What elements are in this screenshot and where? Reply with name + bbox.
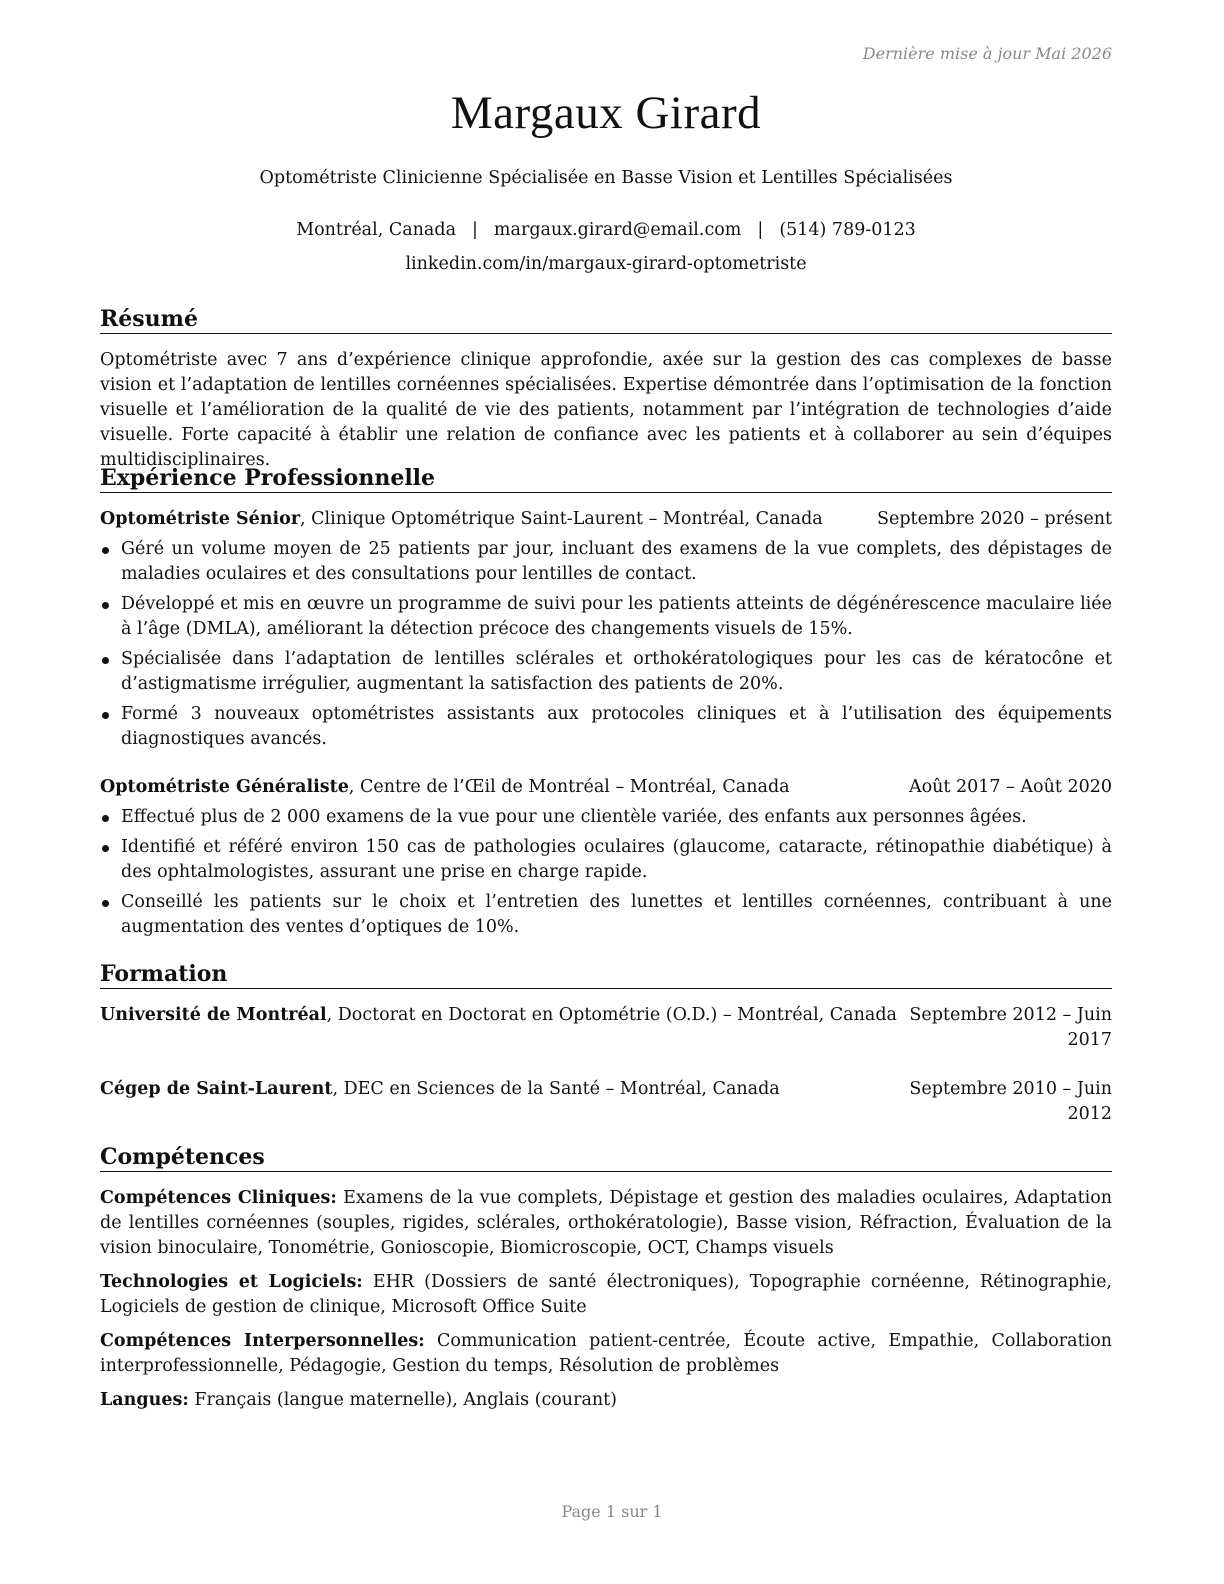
job-bullets [100, 805, 1112, 945]
page-number: Page 1 sur 1 [561, 1502, 663, 1521]
education-dates: Septembre 2012 – Juin 2017 [909, 1005, 1112, 1050]
job-header [100, 775, 1112, 800]
education-entry [100, 1003, 1112, 1050]
section-title-summary: Résumé [100, 306, 1112, 334]
job-dates: Septembre 2020 – présent [877, 509, 1112, 529]
bullet-icon [102, 602, 109, 609]
skill-label: Technologies et Logiciels: [100, 1272, 363, 1292]
school-name: Université de Montréal [100, 1005, 327, 1025]
phone: (514) 789-0123 [779, 220, 916, 240]
linkedin-link[interactable]: linkedin.com/in/margaux-girard-optometriste [405, 254, 807, 274]
bullet-icon [102, 900, 109, 907]
bullet-icon [102, 657, 109, 664]
tagline: Optométriste Clinicienne Spécialisée en Basse Vision et Lentilles Spécialisées [259, 168, 953, 188]
degree: , Doctorat en Doctorat en Optométrie (O.D.) – Montréal, Canada [326, 1005, 897, 1025]
list-item [100, 537, 1112, 587]
school-name: Cégep de Saint-Laurent [100, 1079, 333, 1099]
list-item [100, 805, 1112, 830]
location: Montréal, Canada [296, 220, 457, 240]
bullet-text: Développé et mis en œuvre un programme de suivi pour les patients atteints de dégénérescence maculaire liée à l’âge (DMLA), améliorant la détection précoce des changements visuels de 15%. [121, 594, 1112, 639]
bullet-text: Effectué plus de 2 000 examens de la vue pour une clientèle variée, des enfants aux personnes âgées. [121, 807, 1027, 827]
skill-text: Français (langue maternelle), Anglais (courant) [188, 1390, 618, 1410]
bullet-icon [102, 845, 109, 852]
education-dates: Septembre 2010 – Juin 2012 [909, 1079, 1112, 1124]
candidate-name: Margaux Girard [450, 87, 762, 139]
skill-group [100, 1388, 1112, 1413]
bullet-icon [102, 547, 109, 554]
job-dates: Août 2017 – Août 2020 [908, 777, 1112, 797]
bullet-icon [102, 712, 109, 719]
skill-text: Communication patient-centrée, Écoute active, Empathie, Collaboration interprofessionnelle, Pédagogie, Gestion du temps, Résolution de problèmes [100, 1331, 1113, 1376]
job-role: Optométriste Généraliste [100, 777, 349, 797]
bullet-text: Identifié et référé environ 150 cas de pathologies oculaires (glaucome, cataracte, rétinopathie diabétique) à des ophtalmologistes, assurant une prise en charge rapide. [121, 837, 1112, 882]
bullet-icon [102, 815, 109, 822]
email-link[interactable]: margaux.girard@email.com [493, 220, 742, 240]
job-bullets [100, 537, 1112, 757]
bullet-text: Conseillé les patients sur le choix et l’entretien des lunettes et lentilles cornéennes, contribuant à une augmentation des ventes d’optiques de 10%. [121, 892, 1112, 937]
job-role: Optométriste Sénior [100, 509, 301, 529]
list-item [100, 835, 1112, 885]
skill-label: Compétences Cliniques: [100, 1188, 337, 1208]
list-item [100, 592, 1112, 642]
job-org: , Centre de l’Œil de Montréal – Montréal, Canada [348, 777, 790, 797]
job-header [100, 507, 1112, 532]
degree: , DEC en Sciences de la Santé – Montréal, Canada [332, 1079, 780, 1099]
separator: | [472, 220, 478, 240]
skill-text: EHR (Dossiers de santé électroniques), Topographie cornéenne, Rétinographie, Logiciels de gestion de clinique, Microsoft Office Suite [100, 1272, 1112, 1317]
section-title-experience: Expérience Professionnelle [100, 465, 1112, 493]
skill-text: Examens de la vue complets, Dépistage et gestion des maladies oculaires, Adaptation de lentilles cornéennes (souples, rigides, sclérales, orthokératologie), Basse vision, Réfraction, Évaluation de la vision binoculaire, Tonométrie, Gonioscopie, Biomicroscopie, OCT, Champs visuels [100, 1188, 1113, 1258]
bullet-text: Géré un volume moyen de 25 patients par jour, incluant des examens de la vue complets, des dépistages de maladies oculaires et des consultations pour lentilles de contact. [121, 539, 1112, 584]
skill-group [100, 1270, 1112, 1320]
bullet-text: Formé 3 nouveaux optométristes assistants aux protocoles cliniques et à l’utilisation des équipements diagnostiques avancés. [121, 704, 1112, 749]
skill-group [100, 1329, 1112, 1379]
summary-text: Optométriste avec 7 ans d’expérience clinique approfondie, axée sur la gestion des cas complexes de basse vision et l’adaptation de lentilles cornéennes spécialisées. Expertise démontrée dans l’optimisation de la fonction visuelle et l’amélioration de la qualité de vie des patients, notamment par l’intégration de technologies d’aide visuelle. Forte capacité à établir une relation de confiance avec les patients et à collaborer au sein d’équipes multidisciplinaires. [100, 350, 1112, 470]
separator: | [757, 220, 764, 240]
education-entry [100, 1077, 1112, 1124]
last-updated: Dernière mise à jour Mai 2026 [862, 44, 1112, 63]
skill-group [100, 1186, 1112, 1261]
skill-label: Langues: [100, 1390, 189, 1410]
job-org: , Clinique Optométrique Saint-Laurent – Montréal, Canada [300, 509, 823, 529]
section-title-skills: Compétences [100, 1144, 1112, 1172]
section-title-education: Formation [100, 961, 1112, 989]
list-item [100, 647, 1112, 697]
bullet-text: Spécialisée dans l’adaptation de lentilles sclérales et orthokératologiques pour les cas de kératocône et d’astigmatisme irrégulier, augmentant la satisfaction des patients de 20%. [121, 649, 1112, 694]
skill-label: Compétences Interpersonnelles: [100, 1331, 425, 1351]
contact-line [100, 220, 1112, 240]
list-item [100, 890, 1112, 940]
list-item [100, 702, 1112, 752]
